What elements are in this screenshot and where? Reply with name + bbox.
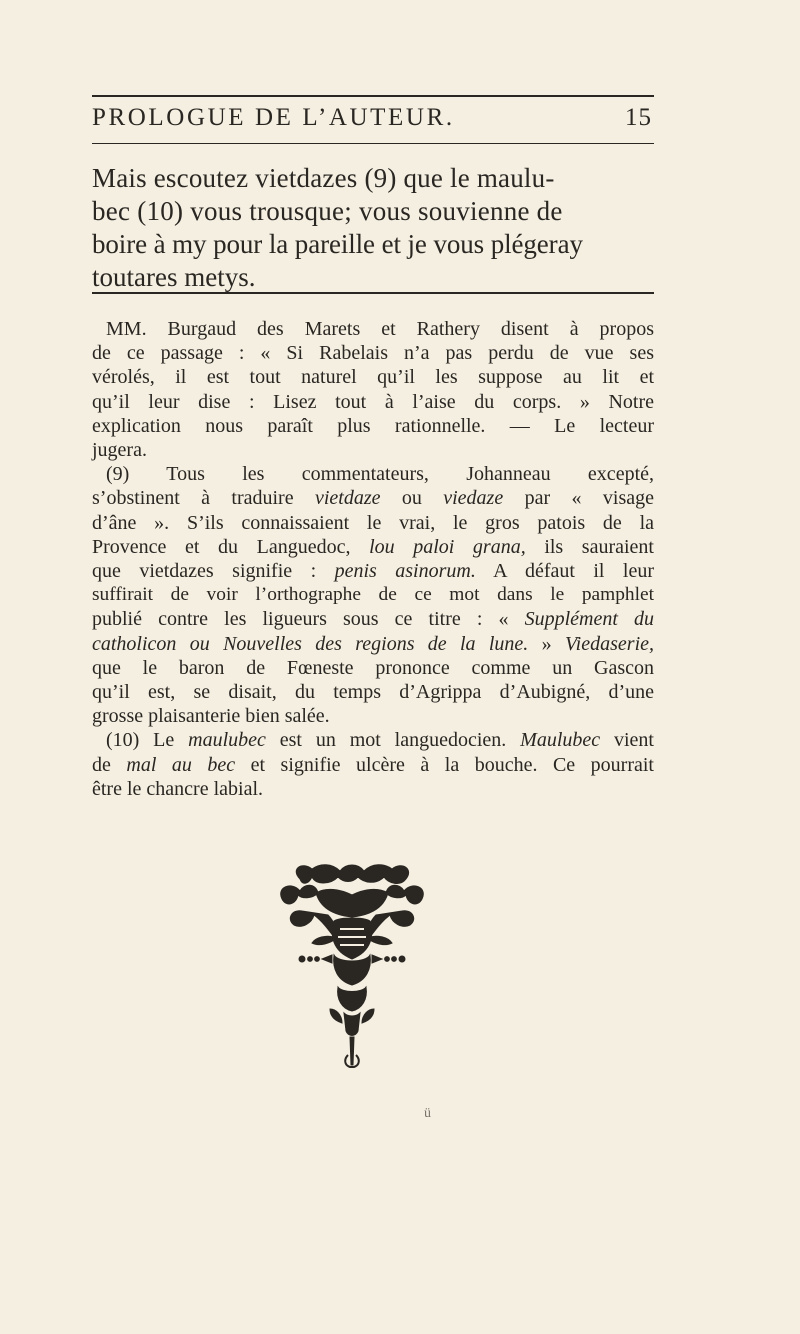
note-italic-word: viedaze: [443, 487, 504, 510]
note-italic-word: maulubec: [188, 729, 266, 752]
note-text: (10) Le: [106, 729, 189, 752]
note-line: qu’il est, se disait, du temps d’Agrippa d’Aubigné, d’une: [92, 681, 654, 704]
main-text: [92, 162, 652, 294]
main-text-line: Mais escoutez vietdazes (9) que le maulu-: [92, 163, 555, 193]
note-line: [92, 559, 654, 583]
running-header: [92, 104, 652, 140]
note-line: explication nous paraît plus rationnelle. — Le lecteur: [92, 414, 654, 437]
note-line: jugera.: [92, 439, 147, 462]
note-line: être le chancre labial.: [92, 777, 263, 800]
page-number: 15: [625, 104, 652, 131]
note-line: de ce passage : « Si Rabelais n’a pas perdu de vue ses: [92, 342, 654, 365]
note-line: [92, 607, 654, 631]
note-text: de: [92, 753, 127, 776]
note-line: vérolés, il est tout naturel qu’il les suppose au lit et: [92, 366, 654, 389]
note-line: suffirait de voir l’orthographe de ce mot dans le pamphlet: [92, 584, 654, 606]
note-line: d’âne ». S’ils connaissaient le vrai, le gros patois de la: [92, 511, 654, 534]
note-text: Provence et du Languedoc,: [92, 535, 370, 558]
note-10-start: [92, 728, 654, 752]
note-text: que vietdazes signifie :: [92, 560, 335, 583]
footnotes: [92, 317, 654, 801]
note-line: qu’il leur dise : Lisez tout à l’aise du corps. » Notre: [92, 390, 654, 413]
note-text: s’obstinent à traduire: [92, 487, 315, 510]
note-text: ou: [380, 487, 444, 510]
main-text-line: boire à my pour la pareille et je vous plégeray: [92, 229, 583, 259]
note-italic-word: catholicon ou Nouvelles des regions de la lune.: [92, 632, 529, 655]
note-italic-word: vietdaze: [314, 487, 381, 510]
note-text: A défaut il leur: [475, 560, 654, 583]
fleuron-ornament-icon: [272, 859, 432, 1081]
note-italic-word: lou paloi grana,: [369, 535, 526, 558]
footnote-separator-rule: [92, 292, 654, 294]
header-top-rule: [92, 95, 654, 97]
note-9-start: (9) Tous les commentateurs, Johanneau excepté,: [106, 463, 654, 486]
header-title: PROLOGUE DE L’AUTEUR.: [92, 104, 455, 131]
note-italic-word: penis asinorum.: [334, 560, 476, 583]
header-bottom-rule: [92, 143, 654, 144]
note-text: et signifie ulcère à la bouche. Ce pourrait: [235, 753, 654, 776]
note-text: vient: [600, 729, 654, 752]
note-line: [92, 632, 654, 656]
note-italic-word: Maulubec: [520, 729, 601, 752]
note-line: [92, 486, 654, 510]
main-text-line: toutares metys.: [92, 262, 256, 292]
note-line: que le baron de Fœneste prononce comme un Gascon: [92, 656, 654, 679]
stray-mark: ü: [424, 1106, 431, 1121]
note-line: [92, 535, 654, 559]
note-italic-word: Viedaserie,: [564, 632, 654, 655]
note-line: grosse plaisanterie bien salée.: [92, 705, 330, 728]
note-text: par « visage: [503, 487, 654, 510]
note-line: MM. Burgaud des Marets et Rathery disent à propos: [106, 318, 654, 340]
note-text: ils sauraient: [525, 535, 654, 558]
note-text: publié contre les ligueurs sous ce titre : «: [92, 608, 525, 631]
note-line: [92, 753, 654, 777]
note-italic-word: Supplément du: [524, 608, 655, 631]
note-text: »: [528, 632, 565, 655]
note-italic-word: mal au bec: [126, 753, 236, 776]
main-text-line: bec (10) vous trousque; vous souvienne de: [92, 196, 563, 226]
note-text: est un mot languedocien.: [265, 729, 521, 752]
